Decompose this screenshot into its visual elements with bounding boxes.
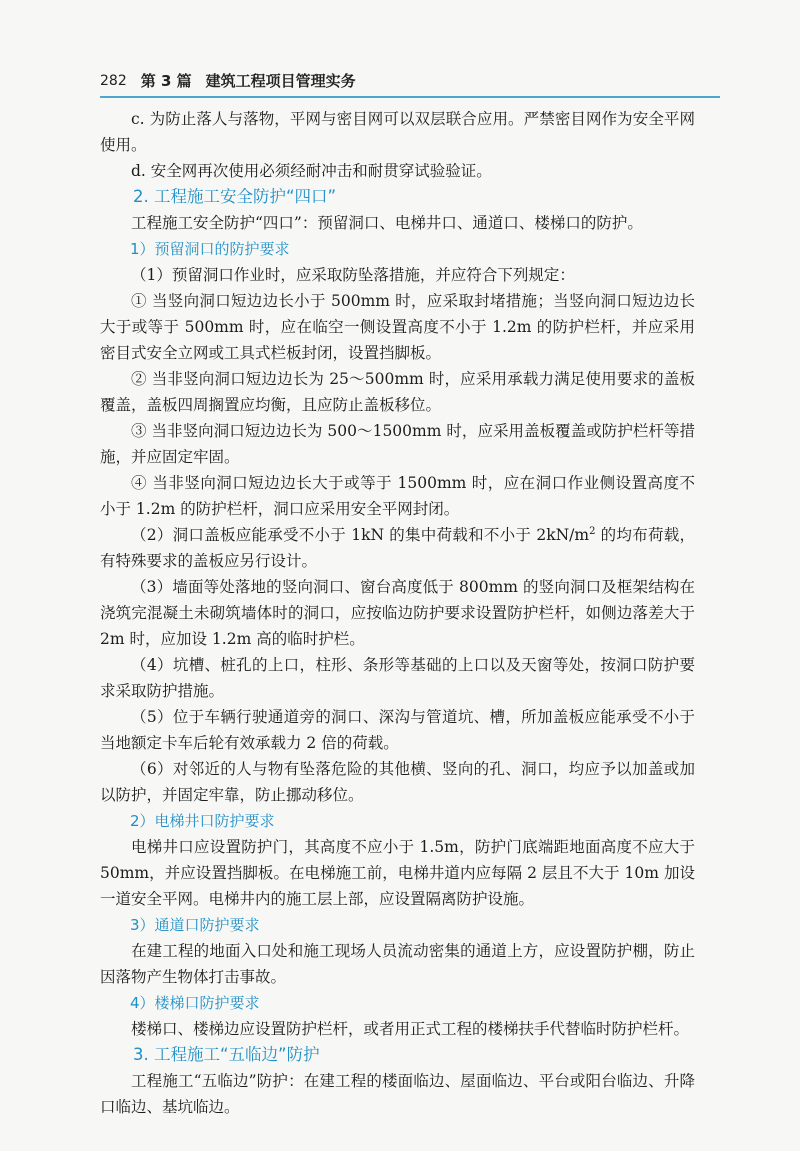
page-number: 282 (100, 72, 127, 89)
paragraph: 在建工程的地面入口处和施工现场人员流动密集的通道上方，应设置防护棚，防止因落物产生物体打击事故。 (100, 942, 695, 986)
section-heading: 3. 工程施工“五临边”防护 (133, 1045, 320, 1064)
paragraph-text: （2）洞口盖板应能承受不小于 1kN 的集中荷载和不小于 2kN/m (131, 526, 590, 544)
section-heading: 2. 工程施工安全防护“四口” (133, 187, 337, 206)
header-rule (100, 96, 720, 98)
subsection-heading: 2）电梯井口防护要求 (130, 812, 275, 830)
paragraph: （6）对邻近的人与物有坠落危险的其他横、竖向的孔、洞口，均应予以加盖或加以防护，并固定牢靠，防止挪动移位。 (100, 760, 695, 804)
subsection-heading: 3）通道口防护要求 (130, 916, 260, 934)
book-title: 建筑工程项目管理实务 (205, 72, 356, 90)
paragraph: 工程施工安全防护“四口”：预留洞口、电梯井口、通道口、楼梯口的防护。 (131, 214, 643, 232)
paragraph (100, 522, 695, 574)
paragraph: ② 当非竖向洞口短边边长为 25～500mm 时，应采用承载力满足使用要求的盖板覆盖，盖板四周搁置应均衡，且应防止盖板移位。 (100, 370, 695, 414)
paragraph: 电梯井口应设置防护门，其高度不应小于 1.5m，防护门底端距地面高度不应大于 50mm，并应设置挡脚板。在电梯施工前，电梯井道内应每隔 2 层且不大于 10m 加设一道安全平网。电梯井内的施工层上部，应设置隔离防护设施。 (100, 838, 695, 908)
paragraph: d. 安全网再次使用必须经耐冲击和耐贯穿试验验证。 (131, 162, 492, 180)
paragraph: （3）墙面等处落地的竖向洞口、窗台高度低于 800mm 的竖向洞口及框架结构在浇筑完混凝土未砌筑墙体时的洞口，应按临边防护要求设置防护栏杆，如侧边落差大于 2m 时，应加设 1.2m 高的临时护栏。 (100, 578, 695, 648)
subsection-heading: 4）楼梯口防护要求 (130, 994, 260, 1012)
paragraph: 工程施工“五临边”防护：在建工程的楼面临边、屋面临边、平台或阳台临边、升降口临边、基坑临边。 (100, 1072, 695, 1116)
part-label: 第 3 篇 (140, 72, 192, 90)
paragraph: ① 当竖向洞口短边边长小于 500mm 时，应采取封堵措施；当竖向洞口短边边长大于或等于 500mm 时，应在临空一侧设置高度不小于 1.2m 的防护栏杆，并应采用密目式安全立网或工具式栏板封闭，设置挡脚板。 (100, 292, 695, 362)
subsection-heading: 1）预留洞口的防护要求 (130, 240, 290, 258)
paragraph-text: 的均布荷载，有特殊要求的盖板应另行设计。 (100, 526, 695, 570)
paragraph: 楼梯口、楼梯边应设置防护栏杆，或者用正式工程的楼梯扶手代替临时防护栏杆。 (131, 1020, 690, 1038)
paragraph: c. 为防止落人与落物，平网与密目网可以双层联合应用。严禁密目网作为安全平网使用。 (100, 110, 695, 154)
page-body (100, 106, 695, 1120)
superscript: 2 (589, 525, 596, 537)
running-header (100, 70, 700, 91)
paragraph: （4）坑槽、桩孔的上口，柱形、条形等基础的上口以及天窗等处，按洞口防护要求采取防护措施。 (100, 656, 695, 700)
paragraph: （5）位于车辆行驶通道旁的洞口、深沟与管道坑、槽，所加盖板应能承受不小于当地额定卡车后轮有效承载力 2 倍的荷载。 (100, 708, 695, 752)
paragraph: ④ 当非竖向洞口短边边长大于或等于 1500mm 时，应在洞口作业侧设置高度不小于 1.2m 的防护栏杆，洞口应采用安全平网封闭。 (100, 474, 695, 518)
paragraph: ③ 当非竖向洞口短边边长为 500～1500mm 时，应采用盖板覆盖或防护栏杆等措施，并应固定牢固。 (100, 422, 695, 466)
paragraph: （1）预留洞口作业时，应采取防坠落措施，并应符合下列规定： (131, 266, 575, 284)
